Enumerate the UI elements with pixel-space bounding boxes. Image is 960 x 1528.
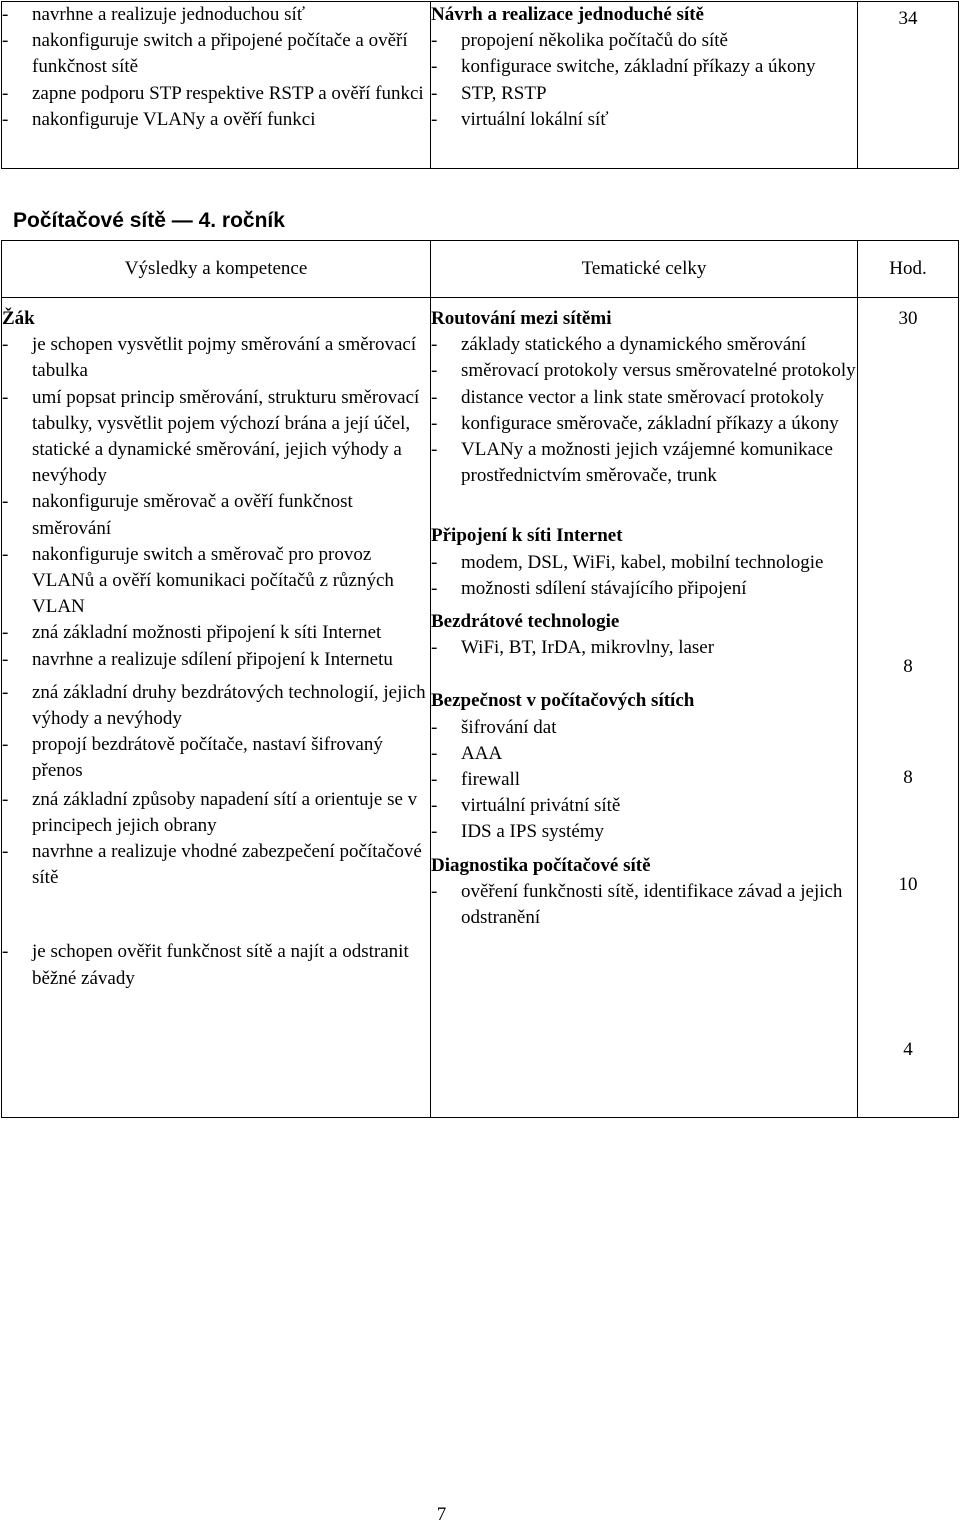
list-item: - IDS a IPS systémy — [431, 819, 857, 845]
curriculum-table — [1, 240, 959, 1118]
list-item: - zná základní druhy bezdrátových technologií, jejich výhody a nevýhody — [2, 680, 430, 732]
outcome-group-wireless — [2, 680, 430, 785]
topic-routing — [431, 306, 857, 489]
topic-title: Připojení k síti Internet — [431, 525, 623, 547]
list-item: - navrhne a realizuje jednoduchou síť — [2, 2, 430, 28]
hours-wireless: 8 — [903, 767, 913, 789]
list-item: - modem, DSL, WiFi, kabel, mobilní technologie — [431, 550, 857, 576]
list-item: - propojí bezdrátově počítače, nastaví šifrovaný přenos — [2, 732, 430, 784]
outcome-group-internet — [2, 620, 430, 672]
list-item: - zná základní způsoby napadení sítí a orientuje se v principech jejich obrany — [2, 787, 430, 839]
hours-cell — [858, 298, 959, 1118]
prev-hours-cell: 34 — [858, 2, 959, 169]
list-item: - navrhne a realizuje vhodné zabezpečení počítačové sítě — [2, 839, 430, 891]
prev-topic-cell — [431, 2, 858, 169]
topic-title: Diagnostika počítačové sítě — [431, 854, 651, 876]
list-item: - nakonfiguruje směrovač a ověří funkčnost směrování — [2, 489, 430, 541]
topic-title: Routování mezi sítěmi — [431, 308, 612, 329]
list-item: - nakonfiguruje VLANy a ověří funkci — [2, 107, 430, 133]
list-item: - umí popsat princip směrování, strukturu směrovací tabulky, vysvětlit pojem výchozí brána a její účel, statické a dynamické směrování, jejich výhody a nevýhody — [2, 385, 430, 490]
list-item: - firewall — [431, 767, 857, 793]
list-item: - nakonfiguruje switch a připojené počítače a ověří funkčnost sítě — [2, 28, 430, 80]
topic-list — [431, 715, 857, 846]
list-item: - je schopen vysvětlit pojmy směrování a směrovací tabulka — [2, 332, 430, 384]
list-item: - distance vector a link state směrovací protokoly — [431, 385, 857, 411]
list-item: - VLANy a možnosti jejich vzájemné komunikace prostřednictvím směrovače, trunk — [431, 437, 857, 489]
previous-curriculum-table — [1, 1, 959, 169]
student-label: Žák — [2, 308, 35, 329]
outcome-group-diagnostics — [2, 939, 430, 991]
topics-cell — [431, 298, 858, 1118]
outcome-group-security — [2, 787, 430, 892]
list-item: - WiFi, BT, IrDA, mikrovlny, laser — [431, 635, 857, 661]
page-number: 7 — [436, 1504, 447, 1525]
list-item: - STP, RSTP — [431, 81, 857, 107]
list-item: - šifrování dat — [431, 715, 857, 741]
list-item: - zapne podporu STP respektive RSTP a ověří funkci — [2, 81, 430, 107]
list-item: - konfigurace směrovače, základní příkazy a úkony — [431, 411, 857, 437]
list-item: - možnosti sdílení stávajícího připojení — [431, 576, 857, 602]
hours-security: 10 — [898, 873, 918, 895]
list-item: - navrhne a realizuje sdílení připojení k Internetu — [2, 647, 430, 673]
list-item: - je schopen ověřit funkčnost sítě a najít a odstranit běžné závady — [2, 939, 430, 991]
prev-topic-list — [431, 28, 857, 133]
column-header-outcomes: Výsledky a kompetence — [2, 241, 431, 298]
outcome-group-routing — [2, 332, 430, 620]
list-item: - konfigurace switche, základní příkazy a úkony — [431, 54, 857, 80]
outcomes-cell — [2, 298, 431, 1118]
column-header-topics: Tematické celky — [431, 241, 858, 298]
section-heading: Počítačové sítě — 4. ročník — [13, 209, 285, 232]
topic-internet — [431, 523, 857, 602]
topic-list — [431, 332, 857, 489]
list-item: - základy statického a dynamického směrování — [431, 332, 857, 358]
list-item: - AAA — [431, 741, 857, 767]
topic-list — [431, 635, 857, 661]
hours-internet: 8 — [903, 656, 913, 678]
hours-routing: 30 — [898, 308, 918, 329]
list-item: - směrovací protokoly versus směrovatelné protokoly — [431, 358, 857, 384]
list-item: - ověření funkčnosti sítě, identifikace závad a jejich odstranění — [431, 879, 857, 931]
list-item: - virtuální privátní sítě — [431, 793, 857, 819]
prev-outcomes-cell — [2, 2, 431, 169]
prev-outcomes-list — [2, 2, 430, 133]
list-item: - virtuální lokální síť — [431, 107, 857, 133]
topic-title: Návrh a realizace jednoduché sítě — [431, 4, 704, 25]
topic-list — [431, 550, 857, 602]
column-header-hours: Hod. — [858, 241, 959, 298]
hours-diagnostics: 4 — [903, 1038, 913, 1060]
list-item: - nakonfiguruje switch a směrovač pro provoz VLANů a ověří komunikaci počítačů z různých VLAN — [2, 542, 430, 621]
table-row — [2, 298, 959, 1118]
topic-title: Bezpečnost v počítačových sítích — [431, 690, 695, 712]
topic-title: Bezdrátové technologie — [431, 611, 620, 633]
list-item: - propojení několika počítačů do sítě — [431, 28, 857, 54]
list-item: - zná základní možnosti připojení k síti Internet — [2, 620, 430, 646]
topic-diagnostics — [431, 853, 857, 932]
topic-wireless — [431, 609, 857, 661]
table-header-row — [2, 241, 959, 298]
topic-list — [431, 879, 857, 931]
topic-security — [431, 688, 857, 845]
